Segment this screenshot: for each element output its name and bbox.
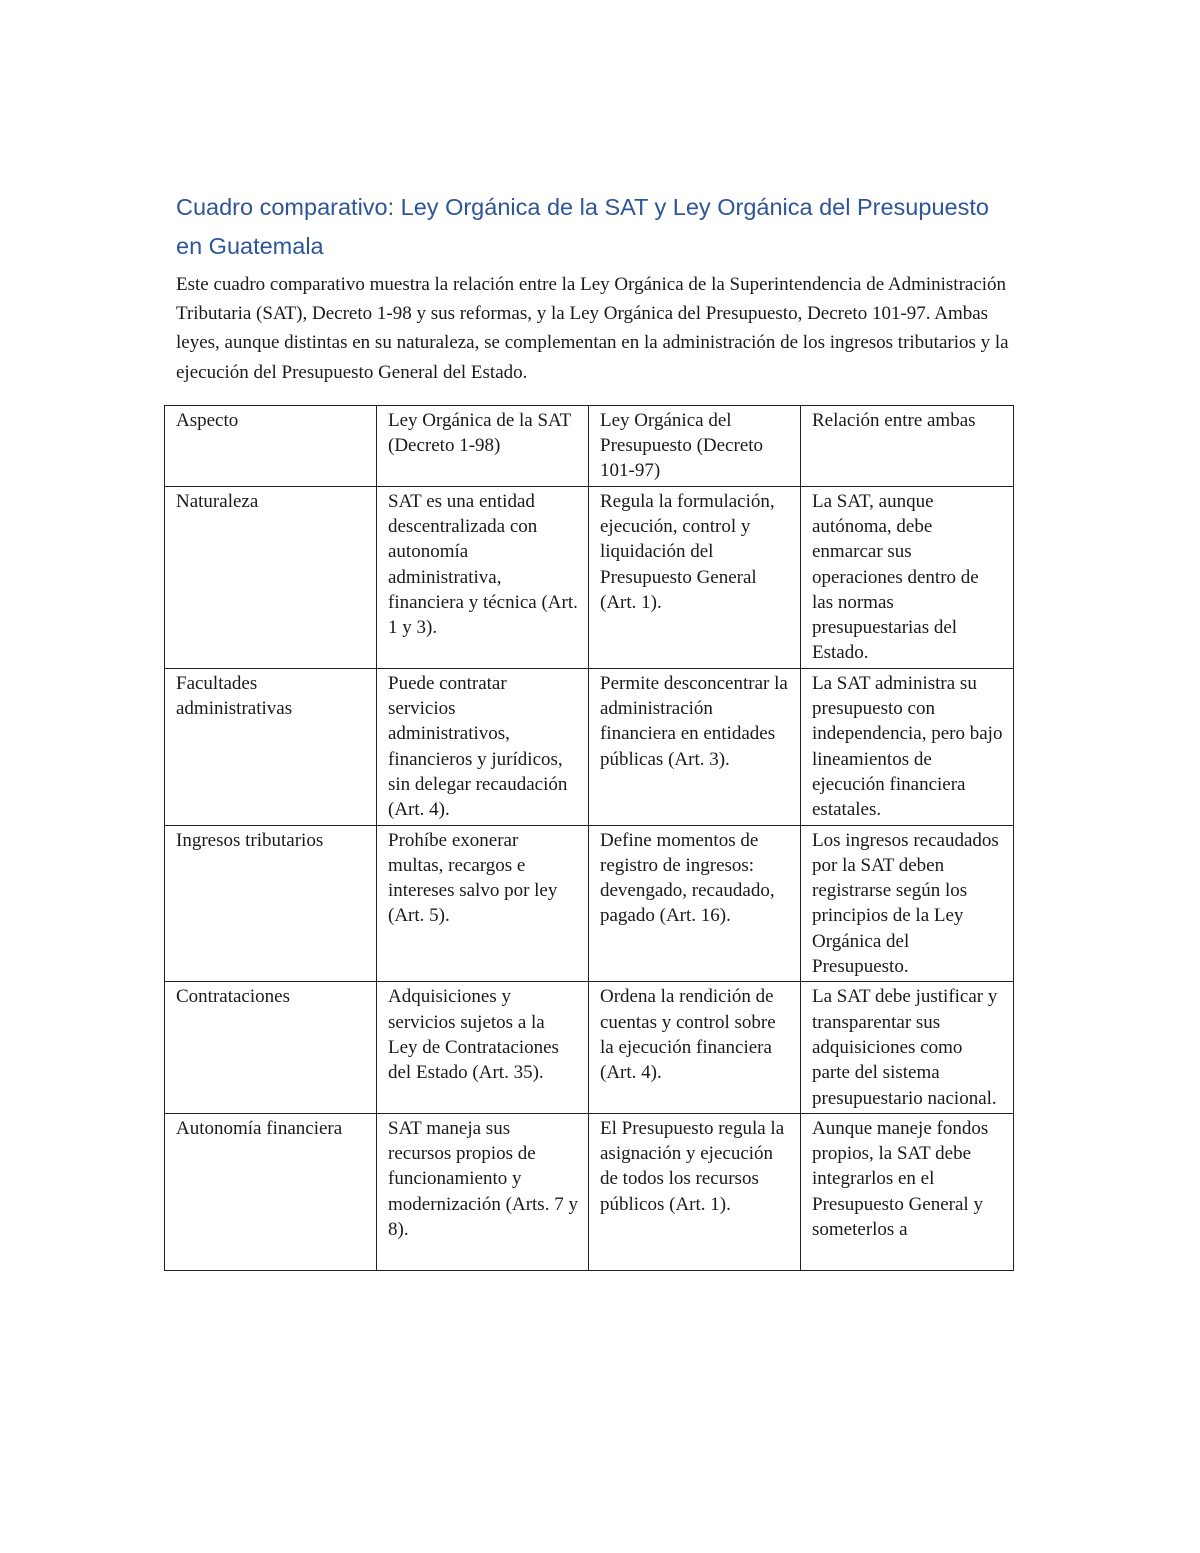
- document-title: Cuadro comparativo: Ley Orgánica de la SAT y Ley Orgánica del Presupuesto en Guatemala: [176, 194, 989, 259]
- table-cell: Ingresos tributarios: [165, 825, 377, 982]
- intro-paragraph: Este cuadro comparativo muestra la relación entre la Ley Orgánica de la Superintendencia de Administración Tributaria (SAT), Decreto 1-98 y sus reformas, y la Ley Orgánica del Presupuesto, Decreto 101-97. Ambas leyes, aunque distintas en su naturaleza, se complementan en la administración de los ingresos tributarios y la ejecución del Presupuesto General del Estado.: [176, 274, 1009, 383]
- comparison-table: [164, 405, 1014, 1271]
- table-cell: Puede contratar servicios administrativos, financieros y jurídicos, sin delegar recaudación (Art. 4).: [377, 668, 589, 825]
- table-cell: Los ingresos recaudados por la SAT deben registrarse según los principios de la Ley Orgánica del Presupuesto.: [801, 825, 1014, 982]
- table-row: [165, 486, 1014, 668]
- table-cell: Regula la formulación, ejecución, control y liquidación del Presupuesto General (Art. 1).: [589, 486, 801, 668]
- table-cell: SAT maneja sus recursos propios de funcionamiento y modernización (Arts. 7 y 8).: [377, 1113, 589, 1270]
- table-row: [165, 982, 1014, 1113]
- table-cell: La SAT, aunque autónoma, debe enmarcar sus operaciones dentro de las normas presupuestarias del Estado.: [801, 486, 1014, 668]
- table-cell: SAT es una entidad descentralizada con autonomía administrativa, financiera y técnica (Art. 1 y 3).: [377, 486, 589, 668]
- table-cell: Aunque maneje fondos propios, la SAT debe integrarlos en el Presupuesto General y someterlos a: [801, 1113, 1014, 1270]
- table-row: [165, 1113, 1014, 1270]
- table-cell: Naturaleza: [165, 486, 377, 668]
- table-row: [165, 668, 1014, 825]
- table-cell: La SAT administra su presupuesto con independencia, pero bajo lineamientos de ejecución financiera estatales.: [801, 668, 1014, 825]
- document-page: [176, 188, 1016, 1271]
- table-cell: Permite desconcentrar la administración financiera en entidades públicas (Art. 3).: [589, 668, 801, 825]
- table-cell: Contrataciones: [165, 982, 377, 1113]
- header-cell-aspecto: Aspecto: [165, 405, 377, 486]
- table-header-row: [165, 405, 1014, 486]
- table-cell: La SAT debe justificar y transparentar sus adquisiciones como parte del sistema presupuestario nacional.: [801, 982, 1014, 1113]
- table-cell: Define momentos de registro de ingresos: devengado, recaudado, pagado (Art. 16).: [589, 825, 801, 982]
- table-cell: Adquisiciones y servicios sujetos a la Ley de Contrataciones del Estado (Art. 35).: [377, 982, 589, 1113]
- table-cell: Prohíbe exonerar multas, recargos e intereses salvo por ley (Art. 5).: [377, 825, 589, 982]
- table-cell: Autonomía financiera: [165, 1113, 377, 1270]
- table-cell: Ordena la rendición de cuentas y control sobre la ejecución financiera (Art. 4).: [589, 982, 801, 1113]
- table-cell: Facultades administrativas: [165, 668, 377, 825]
- table-cell: El Presupuesto regula la asignación y ejecución de todos los recursos públicos (Art. 1).: [589, 1113, 801, 1270]
- header-cell-ley-presupuesto: Ley Orgánica del Presupuesto (Decreto 101-97): [589, 405, 801, 486]
- table-row: [165, 825, 1014, 982]
- header-cell-relacion: Relación entre ambas: [801, 405, 1014, 486]
- header-cell-ley-sat: Ley Orgánica de la SAT (Decreto 1-98): [377, 405, 589, 486]
